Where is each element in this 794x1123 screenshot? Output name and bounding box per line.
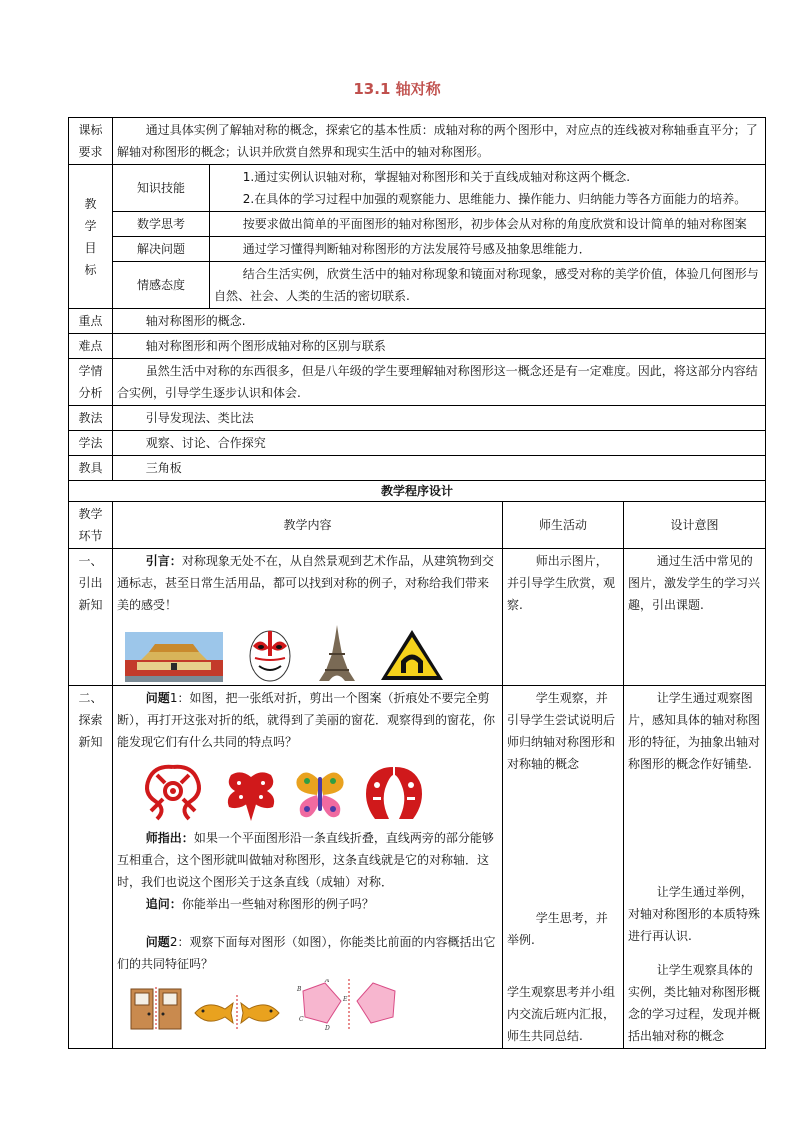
pentagon-label: B — [297, 986, 302, 993]
intent-text: 让学生通过举例，对轴对称图形的本质特殊进行再认识. — [628, 885, 761, 943]
stage-row — [69, 686, 766, 1049]
teacher-lead: 师指出： — [145, 831, 194, 845]
intent-text: 让学生观察具体的实例，类比轴对称图形概念的学习过程，发现并概括出轴对称的概念 — [628, 963, 761, 1043]
question-text: 1：如图，把一张纸对折，剪出一个图案（折痕处不要完全剪断），再打开这张对折的纸，就得到了美丽的窗花．观察得到的窗花，你能发现它们有什么共同的特点吗？ — [117, 691, 496, 749]
tunnel-warning-sign — [379, 628, 445, 682]
stage-activity — [503, 686, 624, 1049]
stage-activity: 师出示图片，并引导学生欣赏，观察. — [503, 549, 624, 686]
info-row — [69, 456, 766, 481]
followup-text: 你能举出一些轴对称图形的例子吗？ — [181, 897, 374, 911]
intro-text: 对称现象无处不在，从自然景观到艺术作品，从建筑物到交通标志，甚至日常生活用品，都可以找到对称的例子，对称给我们带来美的感受！ — [117, 554, 494, 612]
pentagon-label: E — [343, 996, 348, 1003]
info-row — [69, 334, 766, 359]
program-header-row — [69, 502, 766, 549]
goal-line: 1.通过实例认识轴对称，掌握轴对称图形和关于直线成轴对称这两个概念. — [242, 170, 631, 184]
eiffel-tower-image — [317, 624, 357, 682]
header-stage: 教学环节 — [69, 502, 113, 549]
goal-row — [69, 165, 766, 212]
phoenix-papercut — [221, 767, 281, 823]
goal-text: 通过学习懂得判断轴对称图形的方法发展符号感及抽象思维能力． — [210, 237, 766, 262]
activity-text: 学生观察思考并小组内交流后班内汇报，师生共同总结. — [507, 985, 616, 1043]
goal-row — [69, 212, 766, 237]
papercut-figures — [117, 755, 498, 827]
goals-label: 教学目标 — [69, 165, 113, 309]
info-label: 学法 — [69, 431, 113, 456]
info-text: 轴对称图形和两个图形成轴对称的区别与联系 — [113, 334, 766, 359]
standards-text: 通过具体实例了解轴对称的概念，探索它的基本性质：成轴对称的两个图形中，对应点的连线被对称轴垂直平分；了解轴对称图形的概念；认识并欣赏自然界和现实生活中的轴对称图形。 — [113, 118, 766, 165]
goal-name: 知识技能 — [113, 165, 210, 212]
question-lead: 问题 — [145, 691, 170, 705]
stage-row — [69, 549, 766, 686]
question-text: 2：观察下面每对图形（如图），你能类比前面的内容概括出它们的共同特征吗？ — [117, 935, 496, 971]
lesson-plan-table — [68, 117, 766, 1049]
program-title-row — [69, 481, 766, 502]
info-label: 教法 — [69, 406, 113, 431]
pair-figures — [117, 977, 498, 1035]
goal-name: 解决问题 — [113, 237, 210, 262]
double-fish-papercut — [359, 763, 429, 823]
stage-intent — [624, 686, 766, 1049]
butterfly-papercut — [293, 767, 347, 823]
activity-text: 学生观察，并引导学生尝试说明后师归纳轴对称图形和对称轴的概念 — [507, 691, 616, 771]
info-label: 教具 — [69, 456, 113, 481]
goal-text: 结合生活实例，欣赏生活中的轴对称现象和镜面对称现象，感受对称的美学价值，体验几何图形与自然、社会、人类的生活的密切联系. — [210, 262, 766, 309]
info-label: 重点 — [69, 309, 113, 334]
stage-content — [113, 549, 503, 686]
stage-content — [113, 686, 503, 1049]
fish-pair — [191, 995, 283, 1031]
dragon-papercut — [137, 761, 209, 823]
followup-lead: 追问： — [145, 897, 182, 911]
goal-line: 2.在具体的学习过程中加强的观察能力、思维能力、操作能力、归纳能力等各方面能力的培养。 — [242, 192, 747, 206]
info-text: 观察、讨论、合作探究 — [113, 431, 766, 456]
stage-intent: 通过生活中常见的图片，激发学生的学习兴趣，引出课题. — [624, 549, 766, 686]
standards-row — [69, 118, 766, 165]
goal-text: 按要求做出简单的平面图形的轴对称图形，初步体会从对称的角度欣赏和设计简单的轴对称图案 — [210, 212, 766, 237]
activity-text: 学生思考，并举例. — [507, 911, 608, 947]
pentagon-label: A — [325, 979, 330, 984]
goal-row — [69, 237, 766, 262]
info-label: 难点 — [69, 334, 113, 359]
info-label: 学情分析 — [69, 359, 113, 406]
tiananmen-photo — [125, 632, 223, 682]
stage-label: 一、引出新知 — [69, 549, 113, 686]
goal-row — [69, 262, 766, 309]
intent-text: 让学生通过观察图片，感知具体的轴对称图形的特征，为抽象出轴对称图形的概念作好铺垫. — [628, 691, 761, 771]
pentagon-pair — [291, 979, 409, 1031]
goal-text — [210, 165, 766, 212]
header-activity: 师生活动 — [503, 502, 624, 549]
info-row — [69, 406, 766, 431]
page-title: 13.1 轴对称 — [353, 80, 441, 98]
stage-label: 二、探索新知 — [69, 686, 113, 1049]
teacher-text: 如果一个平面图形沿一条直线折叠，直线两旁的部分能够互相重合，这个图形就叫做轴对称图形，这条直线就是它的对称轴．这时，我们也说这个图形关于这条直线（成轴）对称． — [117, 831, 494, 889]
standards-label: 课标要求 — [69, 118, 113, 165]
goal-name: 数学思考 — [113, 212, 210, 237]
program-title: 教学程序设计 — [69, 481, 766, 502]
intro-lead: 引言： — [145, 554, 182, 568]
goal-name: 情感态度 — [113, 262, 210, 309]
pentagon-label: C — [299, 1016, 304, 1023]
pentagon-label: D — [325, 1025, 330, 1031]
info-text: 引导发现法、类比法 — [113, 406, 766, 431]
info-text: 虽然生活中对称的东西很多，但是八年级的学生要理解轴对称图形这一概念还是有一定难度。因此，将这部分内容结合实例，引导学生逐步认识和体会. — [113, 359, 766, 406]
opera-mask-image — [245, 628, 295, 682]
header-intent: 设计意图 — [624, 502, 766, 549]
intro-figures — [117, 618, 498, 684]
question-lead: 问题 — [145, 935, 170, 949]
info-text: 三角板 — [113, 456, 766, 481]
info-row — [69, 309, 766, 334]
info-row — [69, 431, 766, 456]
header-content: 教学内容 — [113, 502, 503, 549]
info-row — [69, 359, 766, 406]
door-pair — [129, 987, 183, 1031]
info-text: 轴对称图形的概念. — [113, 309, 766, 334]
